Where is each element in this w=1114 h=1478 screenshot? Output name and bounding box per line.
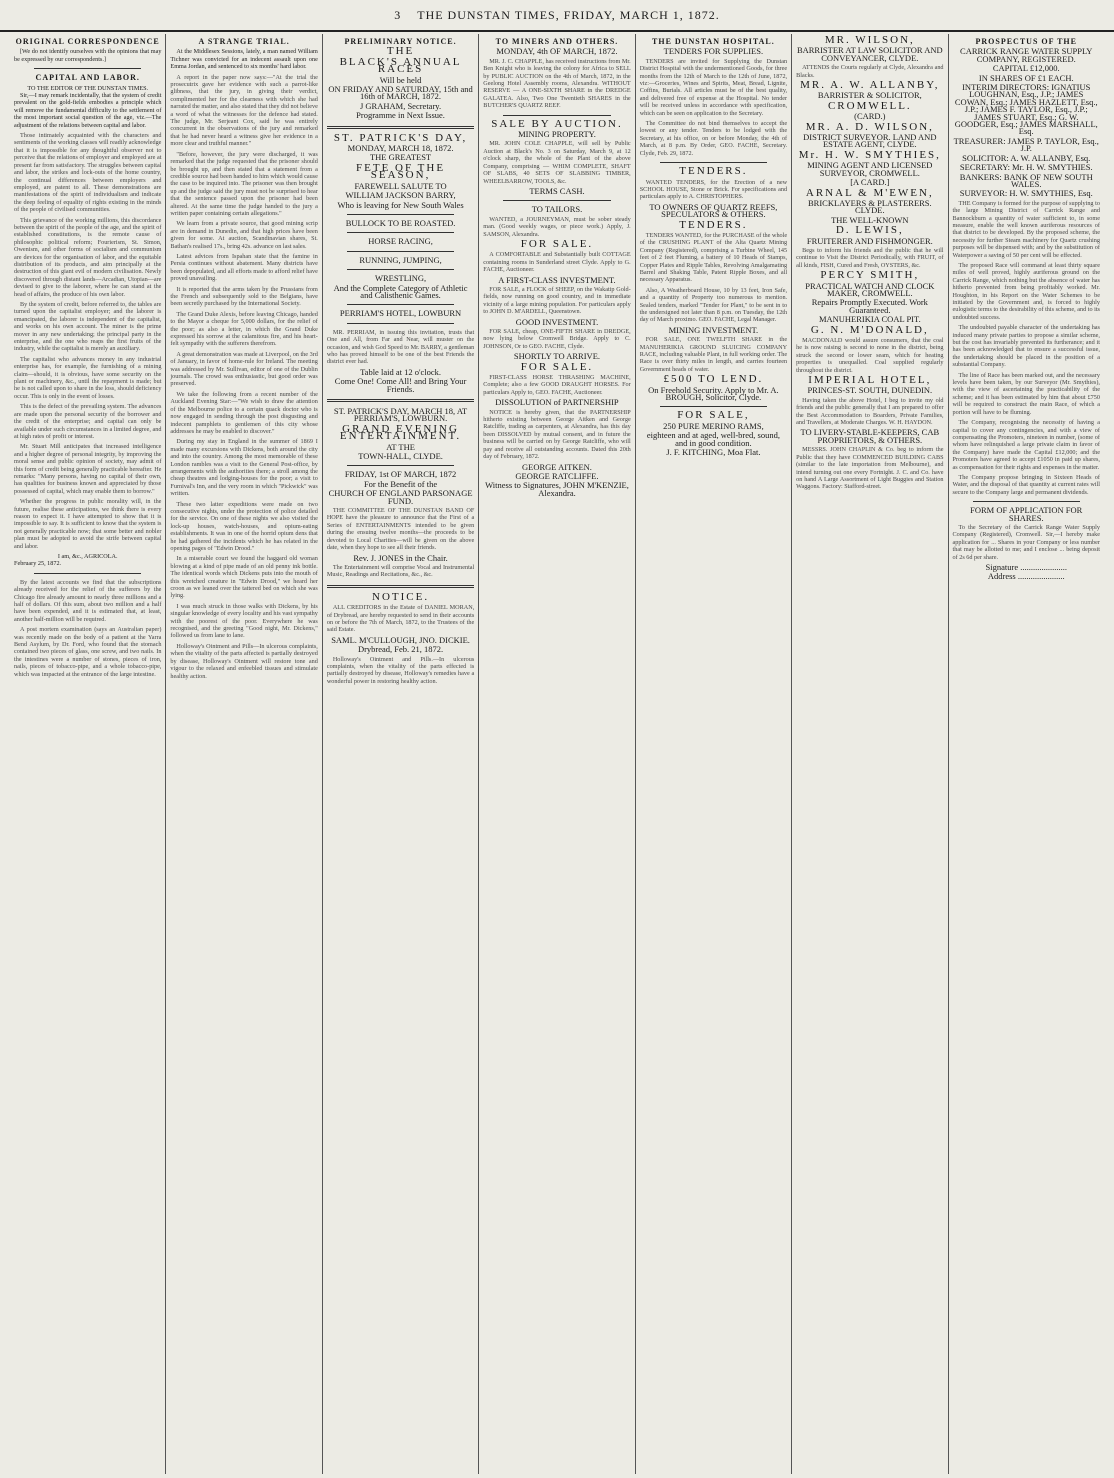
fete-title: FETE OF THE SEASON, xyxy=(356,161,446,182)
letter-body: Sir,—I may remark incidentally, that the system of credit prevalent on the gold-fields embodies a principle which will remove the fundamental difficulty to the settlement of the most important social question of the age, viz.—The adjustment of the relations between capital and labor. xyxy=(14,92,162,129)
bullock-line: BULLOCK TO BE ROASTED. xyxy=(345,217,456,228)
cromwell-title: CROMWELL. xyxy=(827,99,912,112)
lend-heading: £500 TO LEND. xyxy=(663,373,764,386)
forsale-heading: FOR SALE, xyxy=(677,409,750,422)
signature: I am, &c., AGRICOLA. xyxy=(57,553,118,560)
column-7: PROSPECTUS OF THE CARRICK RANGE WATER SUPPLY COMPANY, REGISTERED. CAPITAL £12,000. IN SHARES OF £1 EACH. INTERIM DIRECTORS: IGNATIUS LOUGHNAN, Esq., J.P.; JAMES COWAN, Esq.; JAMES HAZLETT, Esq., J.P.; JAMES F. TAYLOR, Esq., J.P.; JAMES STUART, Esq.; G. W. GOODGER, Esq.; JAMES MARSHALL, Esq. TREASURER: JAMES P. TAYLOR, Esq., J.P. SOLICITOR: A. W. ALLANBY, Esq. SECRETARY: Mr. H. W. SMYTHIES. BANKERS: BANK OF NEW SOUTH WALES. SURVEYOR: H. W. SMYTHIES, Esq. THE Company is formed for the purpose of supplying to the large Mining District of Carrick Range and Bannockburn a quantity of water sufficient to, in some measure, enable the well known auriferous resources of that district to be developed. By the proposed scheme, the necessity for further Steam machinery for Quartz crushing purposes will be dispensed with; and by the substitution of Waterpower a saving of 50 per cent will be effected. The proposed Race will command at least thirty square miles of well proved, highly auriferous ground on the Carrick Range, which nothing but the absence of water has hitherto prevented from being profitably worked. Mr. Houghton, in his Report on the Water Schemes to be initiated by the Government and, is forced to highly eulogistic terms to the desirability of this scheme, and to its undoubted success. The undoubted payable character of the undertaking has induced many private parties to propose a similar scheme, but the cost has invariably prevented its furtherance; and it has been acknowledged that to ensure a successful issue, the undertaking should be placed in the position of a substantial Company. The line of Race has been marked out, and the necessary levels have been taken, by our Surveyor (Mr. Smythies), with the view of ascertaining the practicability of the scheme; and it has been estimated by him that about £750 will be required to construct the main Race, of which a portion will have to be fluming. The Company, recognising the necessity of having a capital to cover any contingencies, and with a view of compensating the Promoters, nineteen in number, (some of whom have relinquished a large private claim in favor of the Company) have made the Capital £12,000; and the Promoters have agreed to accept £1050 in paid up shares, as compensation for their rights and expenses in the matter. The Company propose bringing in Sixteen Heads of Water, and the disposal of that quantity at current rates will secure to the Company large and permanent dividends. FORM OF APPLICATION FOR SHARES. To the Secretary of the Carrick Range Water Supply Company (Registered), Cromwell. Sir,—I hereby make application for ... Shares in your Company or less number that may be allotted to me; and I enclose ... being deposit of 2s 6d per share. Signature ...................... Address ...................... xyxy=(952,37,1100,582)
gnm-title: G. N. M'DONALD, xyxy=(810,323,929,336)
race-signature: J GRAHAM, Secretary. xyxy=(359,100,442,111)
barry-name: WILLIAM JACKSON BARRY, xyxy=(345,190,456,201)
letter-date: February 25, 1872. xyxy=(14,560,62,568)
column-6: MR. WILSON, BARRISTER AT LAW SOLICITOR AND CONVEYANCER, CLYDE. ATTENDS the Courts regularly at Clyde, Alexandra and Blacks. MR. A. W. ALLANBY, BARRISTER & SOLICITOR, CROMWELL. (CARD.) MR. A. D. WILSON, DISTRICT SURVEYOR. LAND AND ESTATE AGENT, CLYDE. Mr. H. W. SMYTHIES, MINING AGENT AND LICENSED SURVEYOR, CROMWELL. [A CARD.] ARNAL & M'EWEN, BRICKLAYERS & PLASTERERS. CLYDE. THE WELL-KNOWN D. LEWIS, FRUITERER AND FISHMONGER. Begs to inform his friends and the public that he will continue to Visit the District Periodically, with FRUIT, of all kinds, FISH, Cured and Fresh, OYSTERS, &c. PERCY SMITH, PRACTICAL WATCH AND CLOCK MAKER, CROMWELL. Repairs Promptly Executed. Work Guaranteed. MANUHERIKIA COAL PIT. G. N. M'DONALD, MACDONALD would assure consumers, that the coal he is now raising is second to none in the district, being struck the second or lower seam, which for heating properties is unequalled. Coal supplied regularly throughout the district. IMPERIAL HOTEL, PRINCES-ST. SOUTH, DUNEDIN. Having taken the above Hotel, I beg to invite my old friends and the public generally that I am prepared to offer the Best Accommodation to Boarders, Private Families, and Travellers, at Moderate Charges. W. H. HAYDON. TO LIVERY-STABLE-KEEPERS, CAB PROPRIETORS, & OTHERS. MESSRS. JOHN CHAPLIN & Co. beg to inform the Public that they have COMMENCED BUILDING CABS (similar to the late importation from Melbourne), and intend turning out one every Fortnight. J. C. and Co. have on hand A Large Assortment of Light Buggies and Station Waggons. Factory: Stafford-street. xyxy=(792,34,948,1474)
investment-heading: A FIRST-CLASS INVESTMENT. xyxy=(498,274,616,285)
race-title: BLACK'S ANNUAL RACES xyxy=(339,55,462,76)
aitken-sign: GEORGE AITKEN. xyxy=(522,461,592,472)
mining-property: MINING PROPERTY. xyxy=(518,129,596,140)
form-heading: FORM OF APPLICATION FOR SHARES. xyxy=(970,505,1083,523)
heading: THE DUNSTAN HOSPITAL. xyxy=(652,37,775,46)
race-held: Will be held xyxy=(379,74,422,85)
race-the: THE xyxy=(386,45,415,58)
running-line: RUNNING, JUMPING, xyxy=(359,254,442,265)
race-programme: Programme in Next Issue. xyxy=(356,110,445,121)
shares-line: IN SHARES OF £1 EACH. xyxy=(978,72,1074,83)
good-investment: GOOD INVESTMENT. xyxy=(515,316,599,327)
forsale2-heading: FOR SALE. xyxy=(520,360,594,373)
masthead-title: THE DUNSTAN TIMES, FRIDAY, MARCH 1, 1872. xyxy=(417,7,720,22)
heading: ORIGINAL CORRESPONDENCE xyxy=(15,37,160,46)
lewis-title: D. LEWIS, xyxy=(835,224,904,237)
mining-investment: MINING INVESTMENT. xyxy=(668,324,759,335)
miners-date: MONDAY, 4th OF MARCH, 1872. xyxy=(496,46,618,57)
dissolution-heading: DISSOLUTION of PARTNERSHIP xyxy=(495,397,619,408)
friday-line: FRIDAY, 1st OF MARCH, 1872 xyxy=(344,469,457,480)
salutation: TO THE EDITOR OF THE DUNSTAN TIMES. xyxy=(27,84,149,92)
church-line: CHURCH OF ENGLAND PARSONAGE FUND. xyxy=(328,488,473,506)
heading: PRELIMINARY NOTICE. xyxy=(344,37,457,46)
race-dates: ON FRIDAY AND SATURDAY, 15th and 16th of MARCH, 1872. xyxy=(328,84,473,102)
stpatrick-date: MONDAY, MARCH 18, 1872. xyxy=(347,143,454,154)
percy-title: PERCY SMITH, xyxy=(820,269,920,282)
tenders3-heading: TENDERS. xyxy=(679,218,748,231)
stpatrick-title: ST. PATRICK'S DAY, xyxy=(333,131,468,144)
townhall-line: TOWN-HALL, CLYDE. xyxy=(358,451,443,462)
column-1: ORIGINAL CORRESPONDENCE [We do not identify ourselves with the opinions that may be expressed by our correspondents.] CAPITAL AND LABOR. TO THE EDITOR OF THE DUNSTAN TIMES. Sir,—I may remark incidentally, that the system of credit prevalent on the gold-fields embodies a principle which will remove the fundamental difficulty to the settlement of the most important social question of the age, viz.—The adjustment of the relations between capital and labor. Those intimately acquainted with the characters and sentiments of the working classes will readily acknowledge that it is impossible for any thoughtful observer not to perceive that the relations of employer and employed are at present far from satisfactory. The struggles between capital and labor, the strikes and lock-outs of the home country, the continual differences between employers and employed, are patent to all. These demonstrations are manifestations of the spirit of individualism and indicate the deep feeling of equality of rights existing in the minds of the people of civilised communities. This grievance of the working millions, this discordance between the spirit of the people of the age, and the spirit of established constitutions, is the remote cause of philosophic political reform; Fourierism, St. Simon, Owenism, and other forms of socialism and communism are devices for the organisation of labor, and the equitable distribution of its products, and aim principally at the destruction of this giant evil of modern civilisation. Newly discovered through distant lands—Arcadian, Utopian—are devised to give to the laborer, where he can stand at the head of affairs, the produce of his own labor. By the system of credit, before referred to, the tables are turned upon the capitalist employer; and the laborer is emancipated, the laborer is independent of the capitalist, and works on his own account. The miner is the prime mover in any new undertaking; the principal party in the enterprise, and the one who reaps the first fruits of the industry, while the capitalist is merely an auxiliary. The capitalist who advances money in any industrial enterprise has, for example, the furnishing of a mining claim—should, it is obvious, have some security on the plant or machinery, &c., until the repayment is made; but he is not called upon to share in the loss, should deficiency occur. This is only in the event of losses. This is the defect of the prevailing system. The advances are made upon the personal security of the borrower and the credit of the enterprise; and capital can only be available under such circumstances in a limited degree, and at high rates of profit or interest. Mr. Stuart Mill anticipates that increased intelligence and a higher degree of personal integrity, by improving the moral sense and public opinion of society, may admit of this form of credit being generally practicable hereafter. He remarks: "Many persons, having no capital of their own, has qualities for business known and appreciated by those possessed of capital, which may enable them to borrow." Whether the progress in public morality will, in the future, realise these anticipations, we think there is every reason to expect it. I have attempted to show that it is impossible to say. It is sufficient to know that the system is not generally practicable now; that some better and nobler plan must be adopted to avoid the strife between capital and labor. I am, &c., AGRICOLA. February 25, 1872. By the latest accounts we find that the subscriptions already received for the relief of the sufferers by the Chicago fire already amount to nearly three millions and a half of dollars. Of this sum, about two million and a half have been expended, and it is estimated that, at least, another half-million will be required. A post mortem examination (says an Australian paper) was recently made on the body of a patient at the Yarra Bend Asylum, by Dr. Ford, who found that the stomach contained two pieces of glass, one screw, and two nails. In the intestines were a number of stones, pieces of iron, nails, pieces of tobacco-pipe, and a whole tobacco-pipe, which was impacted at the entrance of the large intestine. xyxy=(10,34,166,1474)
manuherikia-heading: MANUHERIKIA COAL PIT. xyxy=(818,314,921,325)
masthead xyxy=(0,0,1114,32)
smythies-title: Mr. H. W. SMYTHIES, xyxy=(798,148,941,161)
tenders-supplies: TENDERS FOR SUPPLIES. xyxy=(663,46,764,57)
company-title: CARRICK RANGE WATER SUPPLY COMPANY, REGISTERED. xyxy=(960,46,1093,64)
heading: CAPITAL AND LABOR. xyxy=(35,73,140,83)
column-2: A STRANGE TRIAL. At the Middlesex Sessions, lately, a man named William Tichner was convicted for an indecent assault upon one Emma Jordan, and sentenced to six months' hard labor. A report in the paper now says:—"At the trial the prosecutrix gave her evidence with such a parrot-like glibness, that the jury, in giving their verdict, complimented her for the clearness with which she had narrated the matter, and also stated that they did not believe a word of what the witnesses for the defence had stated. The judge, Mr. Serjeant Cox, said he was entirely concurrent in the observations of the jury and remarked that he had never heard a witness give her evidence in a more clear and truthful manner." "Before, however, the jury were discharged, it was remarked that the judge requested that the prisoner should be brought up, and then stated that a statement from a credible source had been handed to him which would cause the case to be inquired into. The prisoner was then brought up and the judge said the jury must not be surprised to hear that the sentence passed upon the prisoner had been altered. At the same time the judge handed to the jury a written paper containing certain allegations." We learn from a private source, that good mining scrip are in demand in Dunedin, and that high prices have been given for some. At auction, Scandinavian shares, St. Bathan's realised 17s., bring 42s. advance on last sales. Latest advices from Ispahan state that the famine in Persia continues without abatement. Many districts have been depopulated, and all efforts made to afford relief have proved unavailing. It is reported that the arms taken by the Prussians from the French and subsequently sold to the Belgians, have been secretly purchased by the International Society. The Grand Duke Alexis, before leaving Chicago, handed to the Mayor a cheque for 5,000 dollars, for the relief of the poor; as also a letter, in which the Grand Duke expressed his sorrow at the calamitous fire, and his heart-felt sympathy with the sufferers therefrom. A great demonstration was made at Liverpool, on the 3rd of January, in favor of home-rule for Ireland. The meeting was addressed by Mr. Sullivan, editor of one of the Dublin journals. The crowd was enthusiastic, but good order was preserved. We take the following from a recent number of the Auckland Evening Star:—"We wish to draw the attention of the Melbourne police to a certain quack doctor who is now engaged in sending through the post disgusting and indecent pamphlets to gentlemen of this city whose addresses he may be enabled to discover." During my stay in England in the summer of 1869 I made many excursions with Dickens, both around the city and into the country. Among the most memorable of these London rambles was a visit to the General Post-office, by arrangements with the authorities there; a stroll among the cheap theatres and lodging-houses for the poor; a visit to Furnival's Inn, and the very room in which "Pickwick" was written. These two latter expeditions were made on two consecutive nights, under the protection of police detailed for the service. On one of these nights we also visited the lock-up houses, watch-houses, and opium-eating establishments. It was in one of the horrid opium dens that he had gathered the incidents which he has related in the opening pages of "Edwin Drood." In a miserable court we found the haggard old woman blowing at a kind of pipe made of an old penny ink bottle. The identical words which Dickens puts into the mouth of this wretched creature in "Edwin Drood," we heard her croon as we leaned over the tattered bed on which she was lying. I was much struck in those walks with Dickens, by his singular knowledge of every locality and his vast sympathy with the poorest of the poor. Everywhere he was recognised, and the greeting "Good night, Mr. Dickens," followed us from lane to lane. Holloway's Ointment and Pills—In ulcerous complaints, when the vitality of the parts affected is partially destroyed by disease, Holloway's Ointment will restore tone and vigour to the relaxed and enfeebled tissues and stimulate healthy action. xyxy=(166,34,322,1474)
hotel-line: PERRIAM'S HOTEL, LOWBURN xyxy=(339,308,462,319)
tenders-heading: TENDERS. xyxy=(679,165,748,178)
column-3: PRELIMINARY NOTICE. THE BLACK'S ANNUAL RACES Will be held ON FRIDAY AND SATURDAY, 15th and 16th of MARCH, 1872. J GRAHAM, Secretary. Programme in Next Issue. ST. PATRICK'S DAY, MONDAY, MARCH 18, 1872. THE GREATEST FETE OF THE SEASON, FAREWELL SALUTE TO WILLIAM JACKSON BARRY, Who is leaving for New South Wales BULLOCK TO BE ROASTED. HORSE RACING, RUNNING, JUMPING, WRESTLING, And the Complete Category of Athletic and Calisthenic Games. PERRIAM'S HOTEL, LOWBURN MR. PERRIAM, in issuing this invitation, trusts that One and All, from Far and Near, will muster on the occasion, and wish God Speed to Mr. BARRY, a gentleman who has proved himself to be one of the best Friends the district ever had. Table laid at 12 o'clock. Come One! Come All! and Bring Your Friends. ST. PATRICK'S DAY, MARCH 18, AT PERRIAM'S, LOWBURN. GRAND EVENING ENTERTAINMENT. AT THE TOWN-HALL, CLYDE. FRIDAY, 1st OF MARCH, 1872 For the Benefit of the CHURCH OF ENGLAND PARSONAGE FUND. THE COMMITTEE OF THE DUNSTAN BAND OF HOPE have the pleasure to announce that the First of a Series of ENTERTAINMENTS intended to be given during the ensuing twelve months—the proceeds to be devoted to Local Charities—will be given on the above date, when they hope to see all their friends. Rev. J. JONES in the Chair. The Entertainment will comprise Vocal and Instrumental Music, Readings and Recitations, &c., &c. NOTICE. ALL CREDITORS in the Estate of DANIEL MORAN, of Drybread, are hereby requested to send in their accounts on or before the 7th of March, 1872, to the Trustees of the said Estate. SAML. M'CULLOUGH, JNO. DICKIE. Drybread, Feb. 21, 1872. Holloway's Ointment and Pills.—In ulcerous complaints, when the vitality of the parts effected is partially destroyed by disease, Holloway's remedies have a wonderful power in restoring healthy action. xyxy=(323,34,479,1474)
tailors-heading: TO TAILORS. xyxy=(531,204,583,215)
barrister-line: BARRISTER AT LAW SOLICITOR AND CONVEYANCER, CLYDE. xyxy=(796,45,943,63)
column-4: TO MINERS AND OTHERS. MONDAY, 4th OF MARCH, 1872. MR. J. C. CHAPPLE, has received instructions from Mr. Ben Knight who is leaving the colony for Africa to SELL by PUBLIC AUCTION on the 4th of March, 1872, in the Geelong Hotel Assembly rooms, Alexandra. WITHOUT RESERVE — A ONE-SIXTH SHARE in the DREDGE GALATEA. Also, Two One Twentieth SHARES in the BUTCHER'S QUARTZ REEF. SALE BY AUCTION. MINING PROPERTY. MR. JOHN COLE CHAPPLE, will sell by Public Auction at Black's No. 3 on Saturday, March 9, at 12 o'clock sharp, the whole of the Plant of the above Company, comprising — WHIM COMPLETE, SHAFT OF SLABS, 40 SETS OF SLABBING TIMBER, WHEELBARROW, TOOLS, &c. TERMS CASH. TO TAILORS. WANTED, a JOURNEYMAN, must be sober steady man. (Good weekly wages, or piece work.) Apply, J. SAMSON, Alexandra. FOR SALE. A COMFORTABLE and Substantially built COTTAGE containing rooms in Sunderland street Clyde. Apply to G. FACHE, Auctioneer. A FIRST-CLASS INVESTMENT. FOR SALE, a FLOCK of SHEEP, on the Wakatip Gold-fields, now running on good country, and in immediate vicinity of a large mining population. For particulars apply to JOHN D. M'ARDELL, Queenstown. GOOD INVESTMENT. FOR SALE, cheap, ONE-FIFTH SHARE in DREDGE, now lying below Cromwell Bridge. Apply to C. JOHNSON, Or to GEO. FACHE, Clyde. SHORTLY TO ARRIVE. FOR SALE. FIRST-CLASS HORSE THRASHING MACHINE, Complete; also a few GOOD DRAUGHT HORSES. For particulars Apply to, GEO. FACHE, Auctioneer. DISSOLUTION of PARTNERSHIP NOTICE is hereby given, that the PARTNERSHIP hitherto existing between George Aitken and George Ratcliffe, trading as carpenters, at Alexandra, has this day been DISSOLVED by mutual consent, and in future the business will be carried on by George Ratcliffe, who will pay and receive all outstanding accounts. Dated this 20th day of February, 1872. GEORGE AITKEN. GEORGE RATCLIFFE. Witness to Signatures, JOHN M'KENZIE, Alexandra. xyxy=(479,34,635,1474)
grand-entertainment: GRAND EVENING ENTERTAINMENT. xyxy=(339,422,462,443)
horse-line: HORSE RACING, xyxy=(368,236,433,247)
capital-line: CAPITAL £12,000. xyxy=(992,63,1060,74)
wrestling-line: WRESTLING, xyxy=(374,273,427,284)
livery-heading: TO LIVERY-STABLE-KEEPERS, CAB PROPRIETORS, & OTHERS. xyxy=(800,427,940,445)
owners-heading: TO OWNERS OF QUARTZ REEFS, SPECULATORS & OTHERS. xyxy=(649,201,778,220)
terms-cash: TERMS CASH. xyxy=(529,185,585,196)
page-number: 3 xyxy=(394,7,402,22)
editor-note: [We do not identify ourselves with the opinions that may be expressed by our correspondents.] xyxy=(14,48,162,63)
heading: A STRANGE TRIAL. xyxy=(198,37,290,46)
sale-auction: SALE BY AUCTION. xyxy=(491,117,623,130)
arnal-title: ARNAL & M'EWEN, xyxy=(805,186,934,199)
imperial-title: IMPERIAL HOTEL, xyxy=(808,374,932,387)
wilson-title: MR. WILSON, xyxy=(824,34,915,46)
article-lead: At the Middlesex Sessions, lately, a man named William Tichner was convicted for an indecent assault upon one Emma Jordan, and sentenced to six months' hard labor. xyxy=(170,48,318,71)
ratcliffe-sign: GEORGE RATCLIFFE. xyxy=(515,470,599,481)
shortly-arrive: SHORTLY TO ARRIVE. xyxy=(513,351,601,362)
kitching-sign: J. F. KITCHING, Moa Flat. xyxy=(666,447,761,458)
notice-heading: NOTICE. xyxy=(372,590,430,603)
merino-line: 250 PURE MERINO RAMS, xyxy=(663,420,764,431)
forsale-heading: FOR SALE. xyxy=(520,237,594,250)
heading: TO MINERS AND OTHERS. xyxy=(495,37,619,46)
allanby-title: MR. A. W. ALLANBY, xyxy=(800,79,940,92)
rdwilson-title: MR. A. D. WILSON, xyxy=(805,120,934,133)
column-5: THE DUNSTAN HOSPITAL. TENDERS FOR SUPPLIES. TENDERS are invited for Supplying the Dunstan District Hospital with the undermentioned Goods, for three months from the 12th of March to the 12th of June, 1872, viz:—Groceries, Wines and Spirits, Meat, Bread, Lignite, Coffins, Burials. All articles must be of the best quality, and delivered free of expense at the Hospital. No tender will be received unless in accordance with specification, which can be seen on application to the Secretary. The Committee do not bind themselves to accept the lowest or any tender. Tenders to be lodged with the Secretary, at his office, on or before Monday, the 4th of March, at 8 p.m. By Order, GEO. FACHE, Secretary. Clyde, Feb. 29, 1872. TENDERS. WANTED TENDERS, for the Erection of a new SCHOOL HOUSE, Stone or Brick. For specifications and particulars apply to A. CHRISTOPHERS. TO OWNERS OF QUARTZ REEFS, SPECULATORS & OTHERS. TENDERS. TENDERS WANTED, for the PURCHASE of the whole of the CRUSHING PLANT of the Alta Quartz Mining Company (Registered), comprising a Turbine Wheel, 145 feet of 2 feet Fluming, a battery of 10 Heads of Stamps, Copper Plates and Ripple Tables, Revolving Amalgamating Barrel and Shaking Table, Patent Ripple Boxes, and all necessary Apparatus. Also, A Weatherboard House, 10 by 13 feet, Iron Safe, and a quantity of Property too numerous to mention. Sealed tenders, marked "Tender for Plant," to be sent in to the undersigned not later than 8 p.m. on Tuesday, the 12th day of March proximo. GEO. FACHE, Legal Manager. MINING INVESTMENT. FOR SALE, ONE TWELFTH SHARE in the MANUHERIKIA GROUND SLUICING COMPANY RACE, including valuable Plant, in full working order. The Race is over thirty miles in length, and carries fourteen Government heads of water. £500 TO LEND. On Freehold Security. Apply to Mr. A. BROUGH, Solicitor, Clyde. FOR SALE, 250 PURE MERINO RAMS, eighteen and at aged, well-bred, sound, and in good condition. J. F. KITCHING, Moa Flat. xyxy=(636,34,792,1474)
prospectus-heading: PROSPECTUS OF THE xyxy=(975,37,1077,46)
